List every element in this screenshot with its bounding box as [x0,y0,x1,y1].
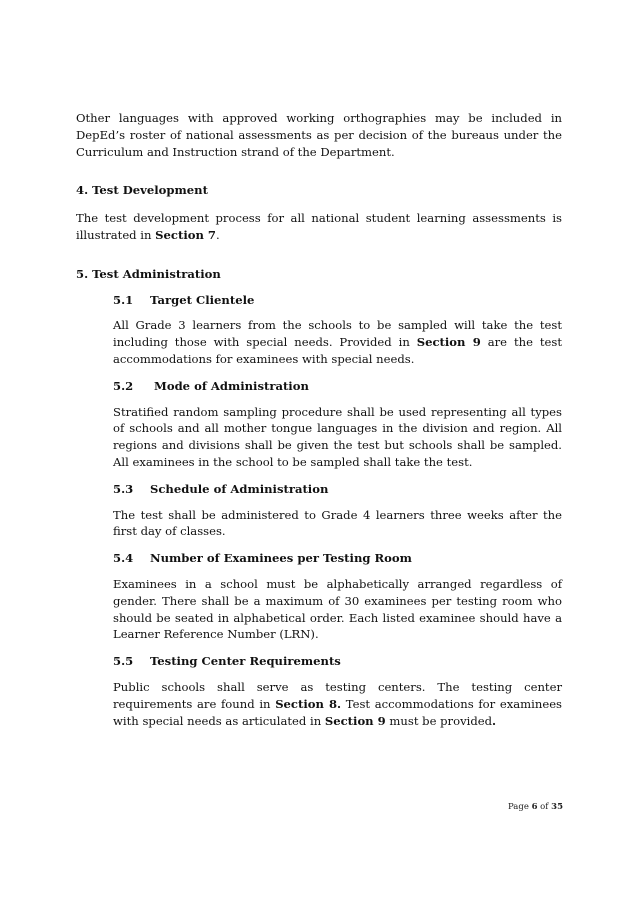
section-4-body: The test development process for all national student learning assessments is illustrated in Section 7. [76,211,562,242]
subsection-5-1-body: All Grade 3 learners from the schools to be sampled will take the test including those with special needs. Provided in Section 9 are the test accommodations for examinees with special needs. [113,318,562,366]
subsection-title: Mode of Administration [154,378,309,393]
subsection-5-2-body: Stratified random sampling procedure shall be used representing all types of schools and all mother tongue languages in the division and region. All regions and divisions shall be given the test but schools shall be sampled. All examinees in the school to be sampled shall take the test. [113,404,562,469]
section-7-reference: Section 7 [155,227,216,242]
subsection-title: Target Clientele [150,292,255,307]
subsection-5-1-heading [113,292,562,309]
subsection-5-5-heading [113,653,562,670]
section-5-subsections [113,292,562,730]
subsection-number: 5.3 [113,481,134,496]
subsection-5-5-body: Public schools shall serve as testing centers. The testing center requirements are found in Section 8. Test accommodations for examinees with special needs as articulated in Section 9 must be provided. [113,679,563,728]
subsection-number: 5.1 [113,292,134,307]
subsection-title: Number of Examinees per Testing Room [150,551,412,566]
section-9-reference: Section 9 [324,713,386,728]
subsection-title: Testing Center Requirements [150,654,341,669]
intro-paragraph: Other languages with approved working orthographies may be included in DepEd’s roster of national assessments as per decision of the bureaus under the Curriculum and Instruction strand of the Department. [76,111,562,159]
subsection-5-3-heading [113,481,562,498]
page-footer: Page 6 of 35 [507,802,563,812]
total-pages: 35 [551,802,563,812]
subsection-5-2-heading [113,378,562,395]
subsection-number: 5.5 [113,654,134,669]
page-content [76,110,562,739]
section-5-heading: 5. Test Administration [76,266,221,281]
subsection-title: Schedule of Administration [150,481,329,496]
page-number: 6 [531,802,538,812]
section-4-heading: 4. Test Development [76,183,208,198]
subsection-5-4-body: Examinees in a school must be alphabetically arranged regardless of gender. There shall be a maximum of 30 examinees per testing room who should be seated in alphabetical order. Each listed examinee should have a Learner Reference Number (LRN). [113,576,562,642]
section-8-reference: Section 8. [275,696,342,711]
subsection-5-4-heading [113,550,562,567]
subsection-number: 5.2 [113,378,134,393]
section-9-reference: Section 9 [416,335,481,350]
subsection-number: 5.4 [113,551,134,566]
subsection-5-3-body: The test shall be administered to Grade 4 learners three weeks after the first day of classes. [113,507,562,539]
